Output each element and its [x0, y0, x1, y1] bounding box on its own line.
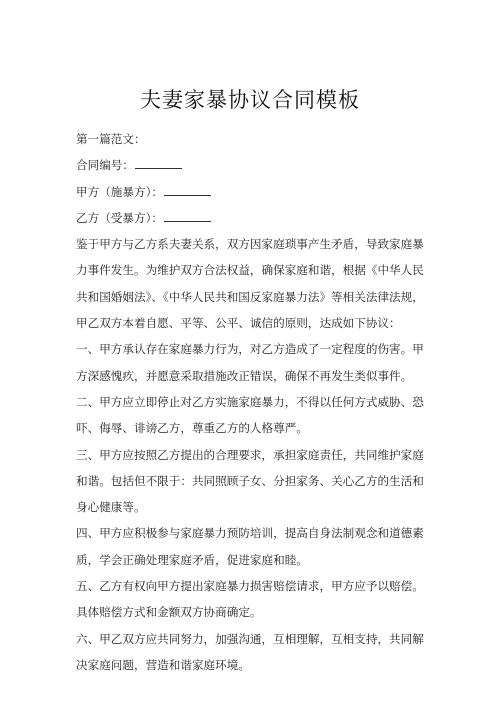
clause-4: 四、甲方应积极参与家庭暴力预防培训，提高自身法制观念和道德素质，学会正确处理家庭矛盾，促进家庭和睦。 — [76, 526, 424, 567]
intro-line: 第一篇范文： — [76, 132, 146, 146]
contract-number-label: 合同编号： — [76, 158, 134, 173]
party-a-label: 甲方（施暴方）： — [76, 184, 163, 199]
document-title: 夫妻家暴协议合同模板 — [140, 88, 360, 112]
party-b-blank — [164, 209, 211, 222]
preamble-paragraph: 鉴于甲方与乙方系夫妻关系，双方因家庭琐事产生矛盾，导致家庭暴力事件发生。为维护双方合法权益，确保家庭和谐，根据《中华人民共和国婚姻法》、《中华人民共和国反家庭暴力法》等相关法律法规，甲乙双方本着自愿、平等、公平、诚信的原则，达成如下协议： — [76, 237, 424, 331]
clause-3: 三、甲方应按照乙方提出的合理要求，承担家庭责任，共同维护家庭和谐。包括但不限于：共同照顾子女、分担家务、关心乙方的生活和身心健康等。 — [76, 447, 424, 515]
clause-1: 一、甲方承认存在家庭暴力行为，对乙方造成了一定程度的伤害。甲方深感愧疚，并愿意采取措施改正错误，确保不再发生类似事件。 — [76, 342, 424, 383]
clause-5: 五、乙方有权向甲方提出家庭暴力损害赔偿请求，甲方应予以赔偿。具体赔偿方式和金额双方协商确定。 — [76, 579, 424, 620]
party-b-line — [76, 205, 432, 231]
document-body — [76, 126, 432, 678]
clause-2: 二、甲方应立即停止对乙方实施家庭暴力，不得以任何方式威胁、恐吓、侮辱、诽谤乙方，尊重乙方的人格尊严。 — [76, 394, 424, 436]
contract-number-line — [76, 152, 432, 178]
clause-6: 六、甲乙双方应共同努力，加强沟通，互相理解，互相支持，共同解决家庭问题，营造和谐家庭环境。 — [76, 631, 424, 672]
party-b-label: 乙方（受暴方）： — [76, 210, 163, 225]
contract-number-blank — [135, 156, 182, 169]
party-a-blank — [164, 183, 211, 196]
party-a-line — [76, 179, 432, 205]
